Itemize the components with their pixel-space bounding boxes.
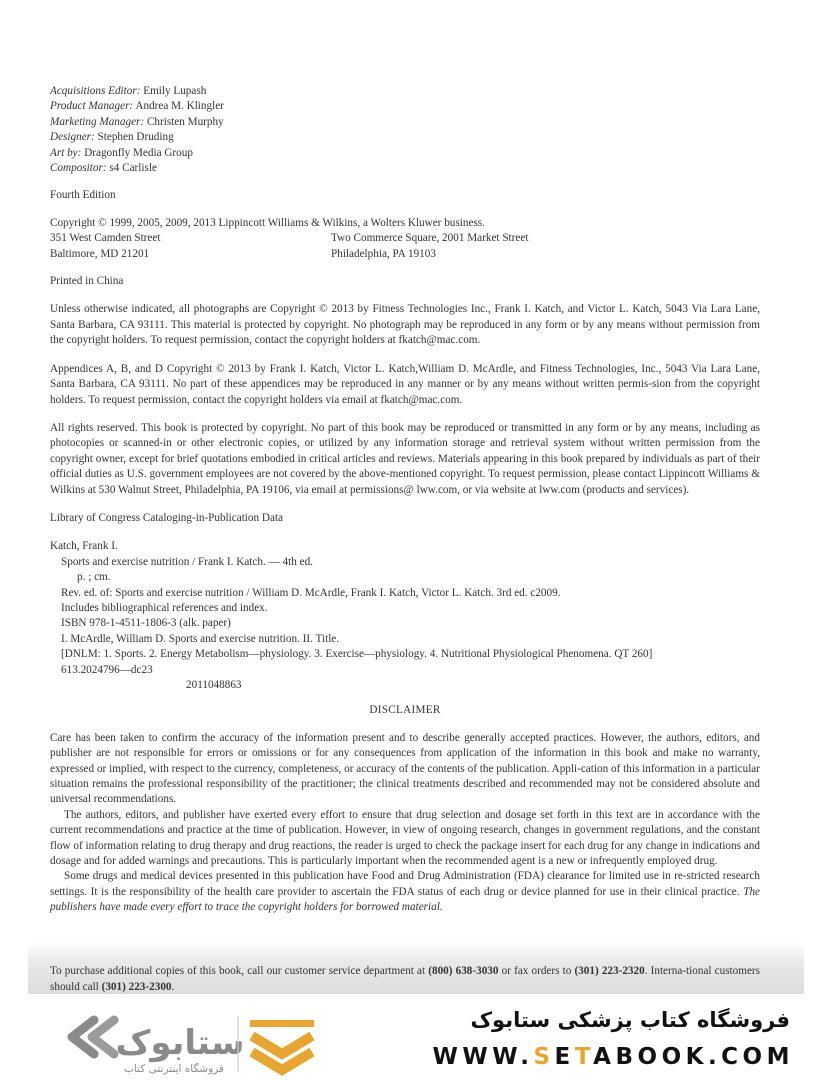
cip-includes: Includes bibliographical references and index.: [61, 601, 268, 614]
cip-dnlm: [DNLM: 1. Sports. 2. Energy Metabolism—physiology. 3. Exercise—physiology. 4. Nutritional Physiological Phenomena. QT 260]: [61, 648, 653, 661]
cip-class: 613.2024796—dc23: [61, 663, 153, 676]
rights-notice: All rights reserved. This book is protected by copyright. No part of this book may be reproduced or transmitted in any form or by any means, including as photocopies or scanned-in or other electronic copies, or utilized by any information storage and retrieval system without written permission from the copyright owner, except for brief quotations embodied in critical articles and reviews. Materials appearing in this book prepared by individuals as part of their official duties as U.S. government employees are not covered by the above-mentioned copyright. To request permission, please contact Lippincott Williams & Wilkins at 530 Walnut Street, Philadelphia, PA 19106, via email at permissions@ lww.com, or via website at lww.com (products and services).: [50, 421, 760, 496]
publisher-addresses: [50, 231, 760, 262]
credit-line: Product Manager: Andrea M. Klingler: [50, 100, 224, 113]
borrowed-material-note: The publishers have made every effort to trace the copyright holders for borrowed material.: [50, 885, 760, 914]
credits-list: [50, 84, 760, 176]
double-chevron-icon: [72, 1020, 114, 1054]
book-chevron-icon: [250, 1020, 314, 1070]
credit-line: Designer: Stephen Druding: [50, 131, 174, 144]
store-title: فروشگاه کتاب پزشکی ستابوک: [470, 1008, 790, 1032]
cip-lccn: 2011048863: [186, 679, 242, 691]
disclaimer-paragraph: The authors, editors, and publisher have exerted every effort to ensure that drug selection and dosage set forth in this text are in accordance with the current recommendations and practice at the time of publication. However, in view of ongoing research, changes in government regulations, and the constant flow of information relating to drug therapy and drug reactions, the reader is urged to check the package insert for each drug for any change in indications and dosage and for added warnings and precautions. This is particularly important when the recommended agent is a new or infrequently employed drug.: [50, 808, 760, 868]
address-right-line: Philadelphia, PA 19103: [331, 247, 436, 260]
phone-number: (800) 638-3030: [428, 965, 499, 978]
edition: Fourth Edition: [50, 189, 116, 202]
logo-subtitle: فروشگاه اینترنتی کتاب: [124, 1063, 224, 1075]
address-left-line: Baltimore, MD 21201: [50, 247, 150, 260]
credit-line: Compositor: s4 Carlisle: [50, 162, 157, 175]
cip-isbn: ISBN 978-1-4511-1806-3 (alk. paper): [61, 617, 231, 630]
appendix-notice: Appendices A, B, and D Copyright © 2013 by Frank I. Katch, Victor L. Katch,William D. McArdle, and Fitness Technologies, Inc., 5043 Via Lara Lane, Santa Barbara, CA 93111. No part of these appendices may be reproduced in any manner or by any means without written permis-sion from the copyright holders. To request permission, contact the copyright holders via email at fkatch@mac.com.: [50, 362, 760, 406]
credit-line: Acquisitions Editor: Emily Lupash: [50, 85, 207, 97]
cip-title: Library of Congress Cataloging-in-Publication Data: [50, 511, 284, 524]
cip-author: Katch, Frank I.: [50, 540, 118, 553]
disclaimer-paragraph: Some drugs and medical devices presented in this publication have Food and Drug Administration (FDA) clearance for limited use in re-stricted research settings. It is the responsibility of the health care provider to ascertain the FDA status of each drug or device planned for use in their clinical practice. The publishers have made every effort to trace the copyright holders for borrowed material.: [50, 870, 760, 914]
credit-line: Marketing Manager: Christen Murphy: [50, 115, 224, 128]
phone-number: (301) 223-2320: [574, 965, 645, 978]
credit-line: Art by: Dragonfly Media Group: [50, 146, 193, 159]
phone-number: (301) 223-2300: [101, 980, 172, 993]
cip-physical: p. ; cm.: [77, 571, 111, 584]
disclaimer-paragraph: Care has been taken to confirm the accuracy of the information present and to describe generally accepted practices. However, the authors, editors, and publisher are not responsible for errors or omissions or for any consequences from application of the information in this book and make no warranty, expressed or implied, with respect to the currency, completeness, or accuracy of the contents of the publication. Appli-cation of this information in a particular situation remains the professional responsibility of the practitioner; the clinical treatments described and recommended may not be considered absolute and universal recommendations.: [50, 731, 760, 806]
cip-subjects: I. McArdle, William D. Sports and exercise nutrition. II. Title.: [61, 632, 340, 645]
address-left-line: 351 West Camden Street: [50, 232, 161, 245]
disclaimer-title: DISCLAIMER: [369, 704, 441, 717]
purchase-info: To purchase additional copies of this book, call our customer service department at (800) 638-3030 or fax orders to (301) 223-2320. Interna-tional customers should call (301) 223-2300.: [50, 965, 761, 993]
cip-title-line: Sports and exercise nutrition / Frank I. Katch. — 4th ed.: [61, 555, 313, 568]
cip-rev: Rev. ed. of: Sports and exercise nutrition / William D. McArdle, Frank I. Katch, Victor L. Katch. 3rd ed. c2009.: [61, 586, 561, 599]
copyright-line: Copyright © 1999, 2005, 2009, 2013 Lippincott Williams & Wilkins, a Wolters Kluwer business.: [50, 216, 485, 229]
printed-in: Printed in China: [50, 275, 124, 288]
logo-wordmark: ستابوک: [115, 1023, 245, 1063]
address-right-line: Two Commerce Square, 2001 Market Street: [331, 232, 529, 245]
photo-notice: Unless otherwise indicated, all photographs are Copyright © 2013 by Fitness Technologies Inc., Frank I. Katch, and Victor L. Katch, 5043 Via Lara Lane, Santa Barbara, CA 93111. This material is protected by copyright. No photograph may be reproduced in any form or by any means without permission from the copyright holders. To request permission, contact the copyright holders at fkatch@mac.com.: [50, 303, 760, 347]
cip-block: [50, 539, 760, 693]
copyright-page: [50, 84, 760, 916]
setabook-logo: [62, 1010, 332, 1076]
store-url[interactable]: WWW.SETABOOK.COM: [432, 1044, 794, 1070]
